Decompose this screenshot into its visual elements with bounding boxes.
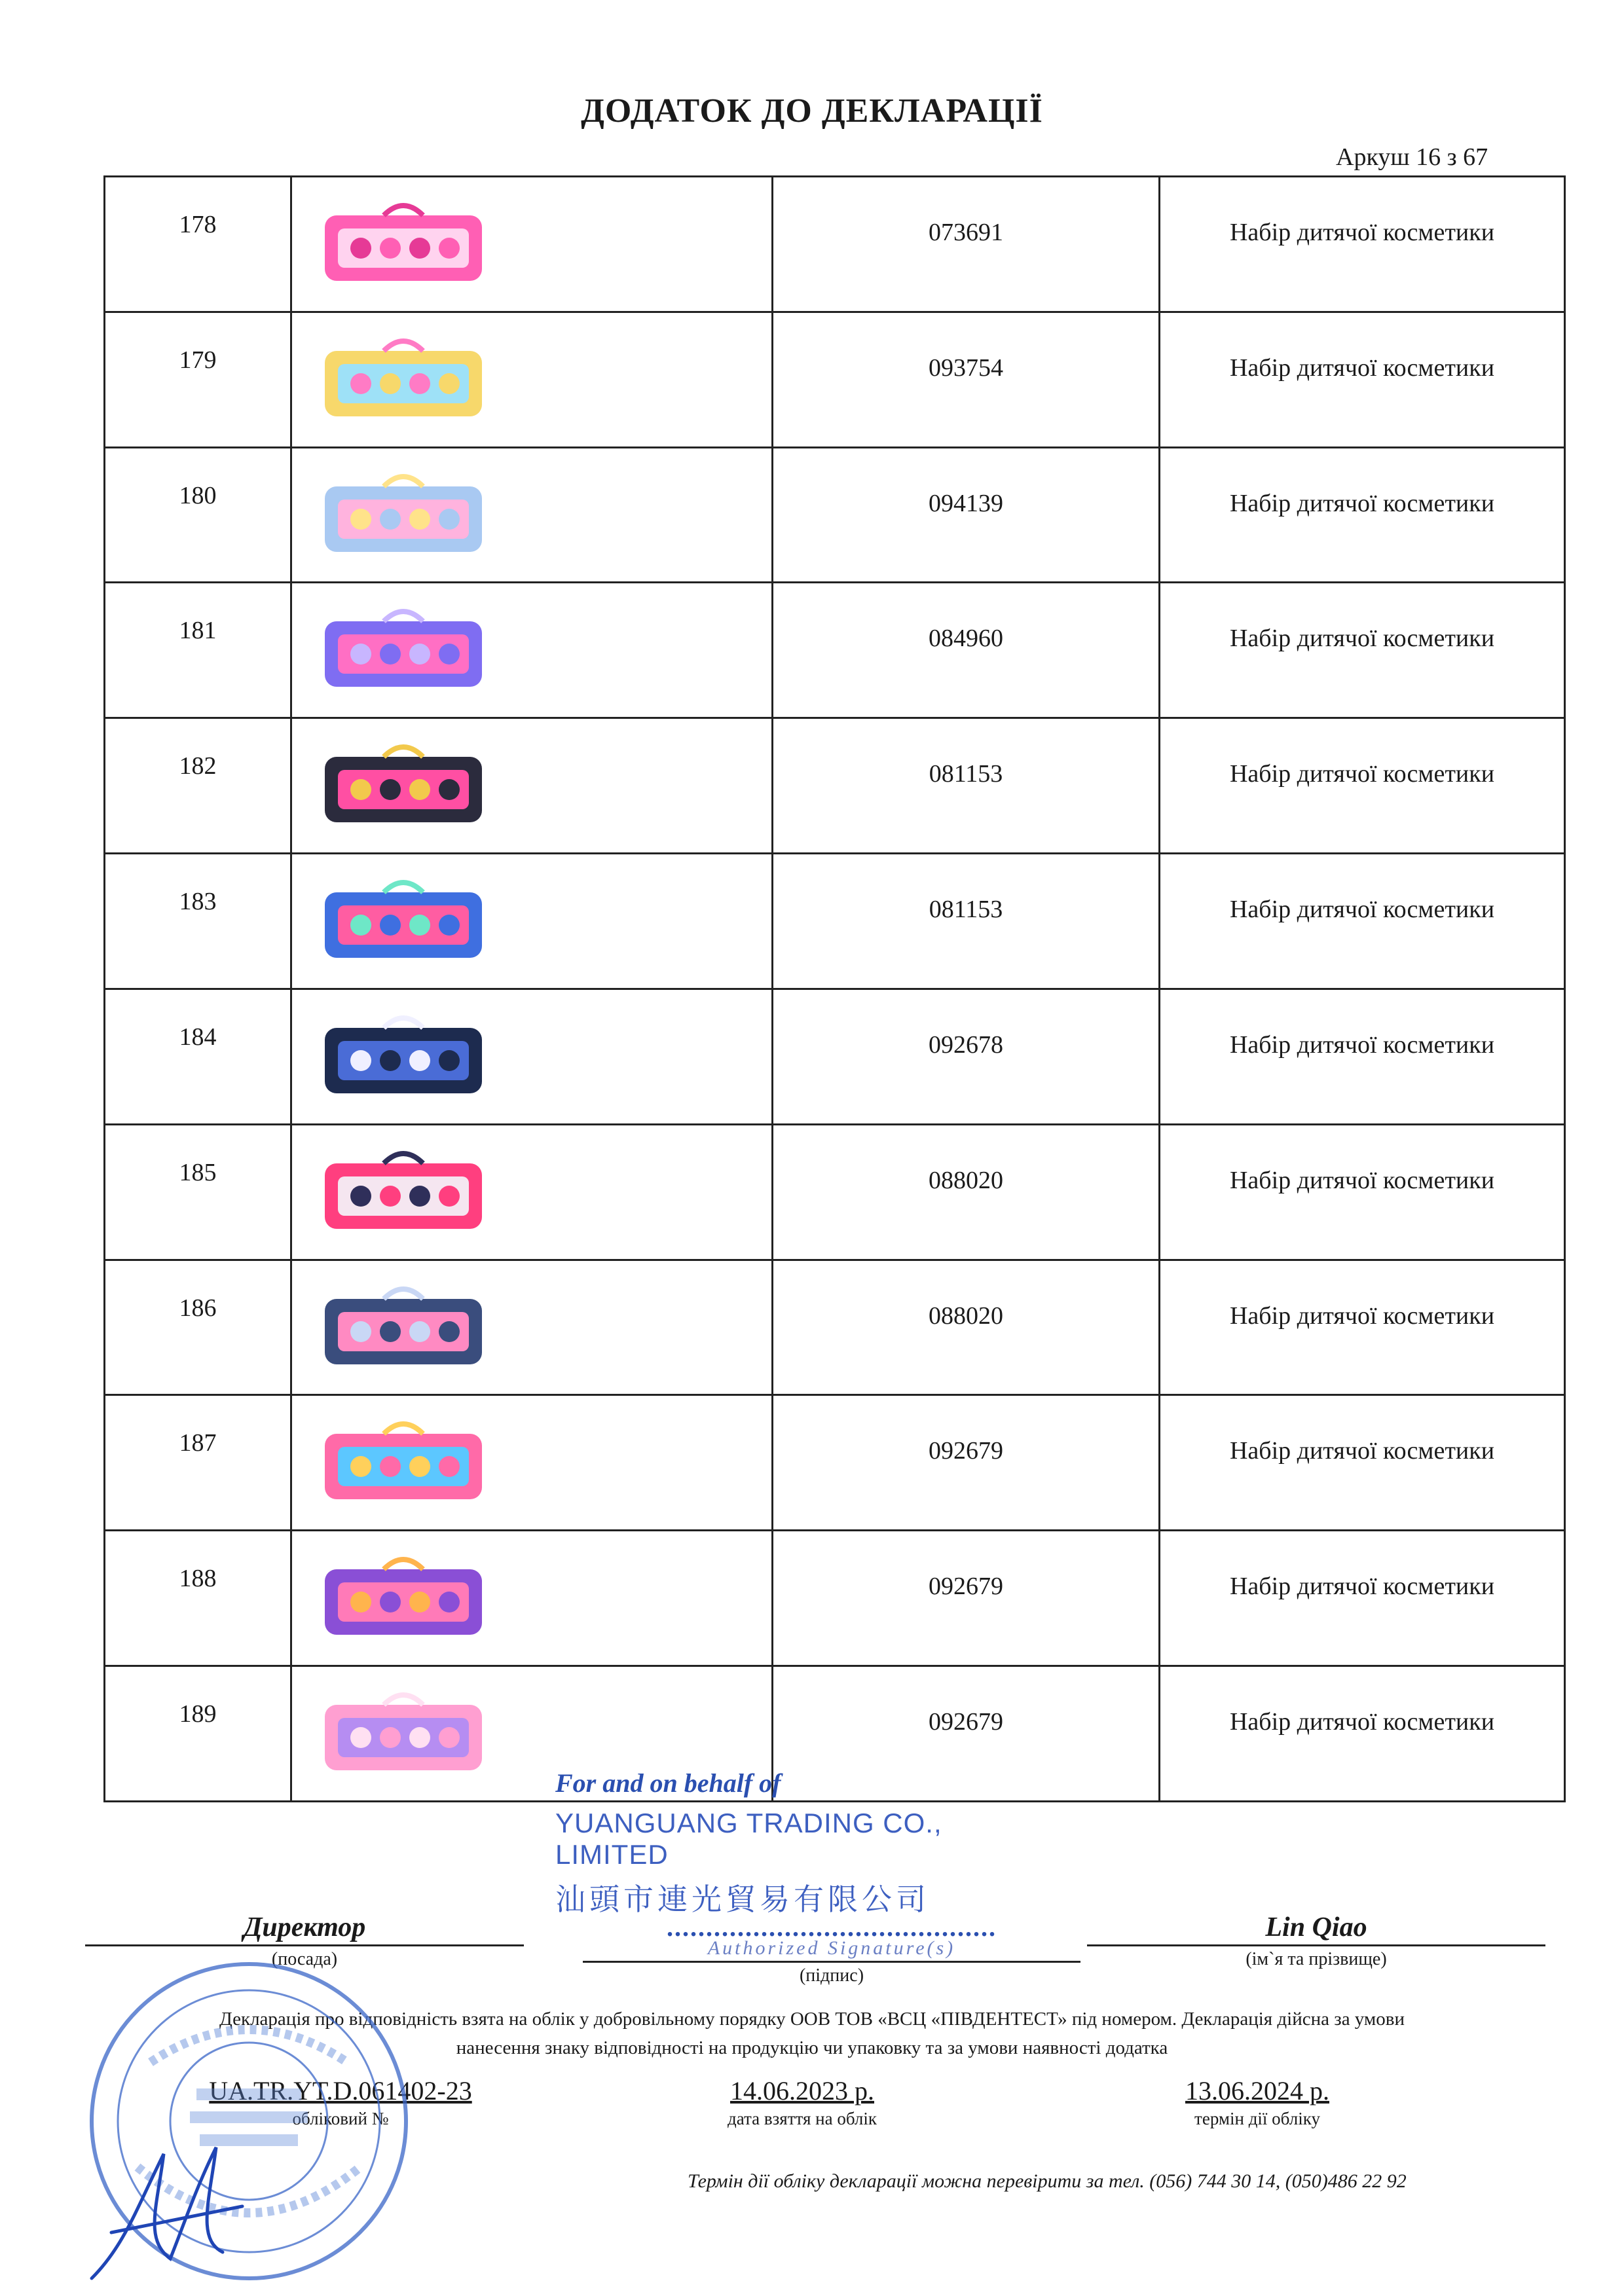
product-name-cell bbox=[1160, 177, 1565, 312]
makeup-pencils-box-image bbox=[312, 737, 495, 835]
product-code-cell bbox=[773, 1531, 1160, 1666]
notice-line-2: нанесення знаку відповідності на продукцію чи упаковку та за умови наявності додатка bbox=[456, 2037, 1168, 2058]
product-code: 093754 bbox=[929, 354, 1003, 382]
product-image-cell bbox=[291, 1124, 773, 1260]
row-number-cell bbox=[105, 854, 291, 989]
row-number: 180 bbox=[179, 481, 217, 509]
product-code: 084960 bbox=[929, 625, 1003, 653]
product-code: 094139 bbox=[929, 489, 1003, 517]
product-code-cell bbox=[773, 718, 1160, 854]
handwritten-signature-icon bbox=[85, 2128, 255, 2285]
product-name: Набір дитячої косметики bbox=[1229, 219, 1495, 246]
row-number: 184 bbox=[179, 1023, 217, 1051]
table-row bbox=[105, 1124, 1565, 1260]
product-code-cell bbox=[773, 1395, 1160, 1531]
product-code: 092678 bbox=[929, 1030, 1003, 1059]
row-number: 188 bbox=[179, 1565, 217, 1593]
product-code-cell bbox=[773, 1124, 1160, 1260]
product-image-cell bbox=[291, 177, 773, 312]
sheet-number: Аркуш 16 з 67 bbox=[1336, 143, 1488, 171]
product-name-cell bbox=[1160, 1666, 1565, 1802]
hair-tools-set-image bbox=[312, 602, 495, 700]
product-name: Набір дитячої косметики bbox=[1229, 760, 1495, 788]
product-code: 088020 bbox=[929, 1166, 1003, 1194]
product-image-cell bbox=[291, 1395, 773, 1531]
table-row bbox=[105, 1260, 1565, 1395]
stamp-company-name-cn: 汕頭市連光貿易有限公司 bbox=[555, 1882, 930, 1917]
products-table bbox=[103, 175, 1566, 1802]
signer-name: Lin Qiao bbox=[1265, 1912, 1367, 1942]
nail-polish-kit-image bbox=[312, 873, 495, 971]
registration-date: 14.06.2023 р. bbox=[730, 2076, 874, 2105]
row-number: 185 bbox=[179, 1158, 217, 1186]
product-code: 081153 bbox=[929, 896, 1003, 924]
registration-number-caption: обліковий № bbox=[292, 2109, 389, 2128]
product-code: 092679 bbox=[929, 1708, 1003, 1736]
product-code-cell bbox=[773, 312, 1160, 447]
stamp-behalf-text: For and on behalf of bbox=[555, 1768, 781, 1798]
product-name-cell bbox=[1160, 583, 1565, 718]
table-row bbox=[105, 989, 1565, 1124]
product-name-cell bbox=[1160, 989, 1565, 1124]
product-code-cell bbox=[773, 583, 1160, 718]
registration-number: UA.TR.YT.D.061402-23 bbox=[209, 2076, 472, 2105]
product-name-cell bbox=[1160, 718, 1565, 854]
cosmetics-suitcase-image bbox=[312, 467, 495, 565]
expiry-date: 13.06.2024 р. bbox=[1185, 2076, 1329, 2105]
page-title: ДОДАТОК ДО ДЕКЛАРАЦІЇ bbox=[581, 92, 1043, 130]
table-row bbox=[105, 177, 1565, 312]
expiry-date-caption: термін дії обліку bbox=[1194, 2109, 1320, 2128]
product-name: Набір дитячої косметики bbox=[1229, 1166, 1495, 1194]
product-code-cell bbox=[773, 989, 1160, 1124]
product-image-cell bbox=[291, 989, 773, 1124]
authorized-signature-text: Authorized Signature(s) bbox=[707, 1937, 956, 1959]
table-row bbox=[105, 583, 1565, 718]
product-image-cell bbox=[291, 718, 773, 854]
company-stamp bbox=[555, 1768, 1014, 1919]
product-name-cell bbox=[1160, 1124, 1565, 1260]
row-number-cell bbox=[105, 583, 291, 718]
product-code: 081153 bbox=[929, 760, 1003, 788]
product-name: Набір дитячої косметики bbox=[1229, 1302, 1495, 1330]
row-number-cell bbox=[105, 447, 291, 583]
table-row bbox=[105, 854, 1565, 989]
position-caption: (посада) bbox=[271, 1949, 338, 1969]
table-row bbox=[105, 1395, 1565, 1531]
candy-cosmetics-case-image bbox=[312, 1685, 495, 1783]
table-row bbox=[105, 718, 1565, 854]
registration-date-block bbox=[655, 2075, 950, 2129]
signature-dots: .......................................... bbox=[667, 1912, 997, 1942]
registration-date-caption: дата взяття на облік bbox=[728, 2109, 877, 2128]
product-name: Набір дитячої косметики bbox=[1229, 1437, 1495, 1465]
product-image-cell bbox=[291, 583, 773, 718]
product-name: Набір дитячої косметики bbox=[1229, 625, 1495, 653]
product-image-cell bbox=[291, 447, 773, 583]
product-image-cell bbox=[291, 1531, 773, 1666]
row-number-cell bbox=[105, 1260, 291, 1395]
name-caption: (ім`я та прізвище) bbox=[1246, 1949, 1387, 1969]
table-row bbox=[105, 447, 1565, 583]
row-number-cell bbox=[105, 312, 291, 447]
rainbow-cosmetics-case-image bbox=[312, 1414, 495, 1512]
product-code-cell bbox=[773, 854, 1160, 989]
dark-cosmetics-case-image bbox=[312, 1008, 495, 1106]
expiry-date-block bbox=[1120, 2075, 1395, 2129]
row-number: 182 bbox=[179, 752, 217, 780]
notice-line-1: Декларація про відповідність взята на облік у добровільному порядку ООВ ТОВ «ВСЦ «ПІВДЕНТЕСТ» під номером. Декларація дійсна за умови bbox=[219, 2009, 1405, 2030]
product-name: Набір дитячої косметики bbox=[1229, 489, 1495, 517]
position-value: Директор bbox=[243, 1912, 366, 1942]
product-name: Набір дитячої косметики bbox=[1229, 1708, 1495, 1736]
product-name-cell bbox=[1160, 447, 1565, 583]
product-name-cell bbox=[1160, 854, 1565, 989]
product-name-cell bbox=[1160, 1395, 1565, 1531]
product-code: 092679 bbox=[929, 1437, 1003, 1465]
product-name: Набір дитячої косметики bbox=[1229, 896, 1495, 924]
product-code-cell bbox=[773, 447, 1160, 583]
table-row bbox=[105, 312, 1565, 447]
product-image-cell bbox=[291, 312, 773, 447]
product-name-cell bbox=[1160, 312, 1565, 447]
row-number: 189 bbox=[179, 1700, 217, 1728]
product-code: 088020 bbox=[929, 1302, 1003, 1330]
product-code-cell bbox=[773, 1260, 1160, 1395]
row-number: 181 bbox=[179, 617, 217, 645]
round-cosmetics-case-image bbox=[312, 1550, 495, 1648]
product-name: Набір дитячої косметики bbox=[1229, 1030, 1495, 1059]
product-code: 092679 bbox=[929, 1573, 1003, 1601]
product-code-cell bbox=[773, 177, 1160, 312]
row-number: 178 bbox=[179, 211, 217, 238]
product-image-cell bbox=[291, 1260, 773, 1395]
row-number: 186 bbox=[179, 1294, 217, 1322]
product-name: Набір дитячої косметики bbox=[1229, 354, 1495, 382]
product-name-cell bbox=[1160, 1260, 1565, 1395]
nail-polish-bottles-image bbox=[312, 1144, 495, 1242]
row-number-cell bbox=[105, 1124, 291, 1260]
product-name-cell bbox=[1160, 1531, 1565, 1666]
row-number: 183 bbox=[179, 888, 217, 916]
row-number-cell bbox=[105, 177, 291, 312]
row-number-cell bbox=[105, 1531, 291, 1666]
row-number: 179 bbox=[179, 346, 217, 374]
row-number-cell bbox=[105, 1666, 291, 1802]
product-image-cell bbox=[291, 854, 773, 989]
row-number-cell bbox=[105, 718, 291, 854]
row-number: 187 bbox=[179, 1429, 217, 1457]
row-number-cell bbox=[105, 1395, 291, 1531]
pink-cosmetics-case-image bbox=[312, 196, 495, 294]
row-number-cell bbox=[105, 989, 291, 1124]
hexagon-cosmetics-case-image bbox=[312, 1279, 495, 1377]
footer-note: Термін дії обліку декларації можна перевірити за тел. (056) 744 30 14, (050)486 22 92 bbox=[688, 2170, 1407, 2192]
stamp-company-name: YUANGUANG TRADING CO., LIMITED bbox=[555, 1808, 942, 1870]
product-name: Набір дитячої косметики bbox=[1229, 1573, 1495, 1601]
sign-caption: (підпис) bbox=[799, 1965, 864, 1986]
table-row bbox=[105, 1531, 1565, 1666]
product-code: 073691 bbox=[929, 219, 1003, 246]
eyeshadow-palette-box-image bbox=[312, 331, 495, 429]
